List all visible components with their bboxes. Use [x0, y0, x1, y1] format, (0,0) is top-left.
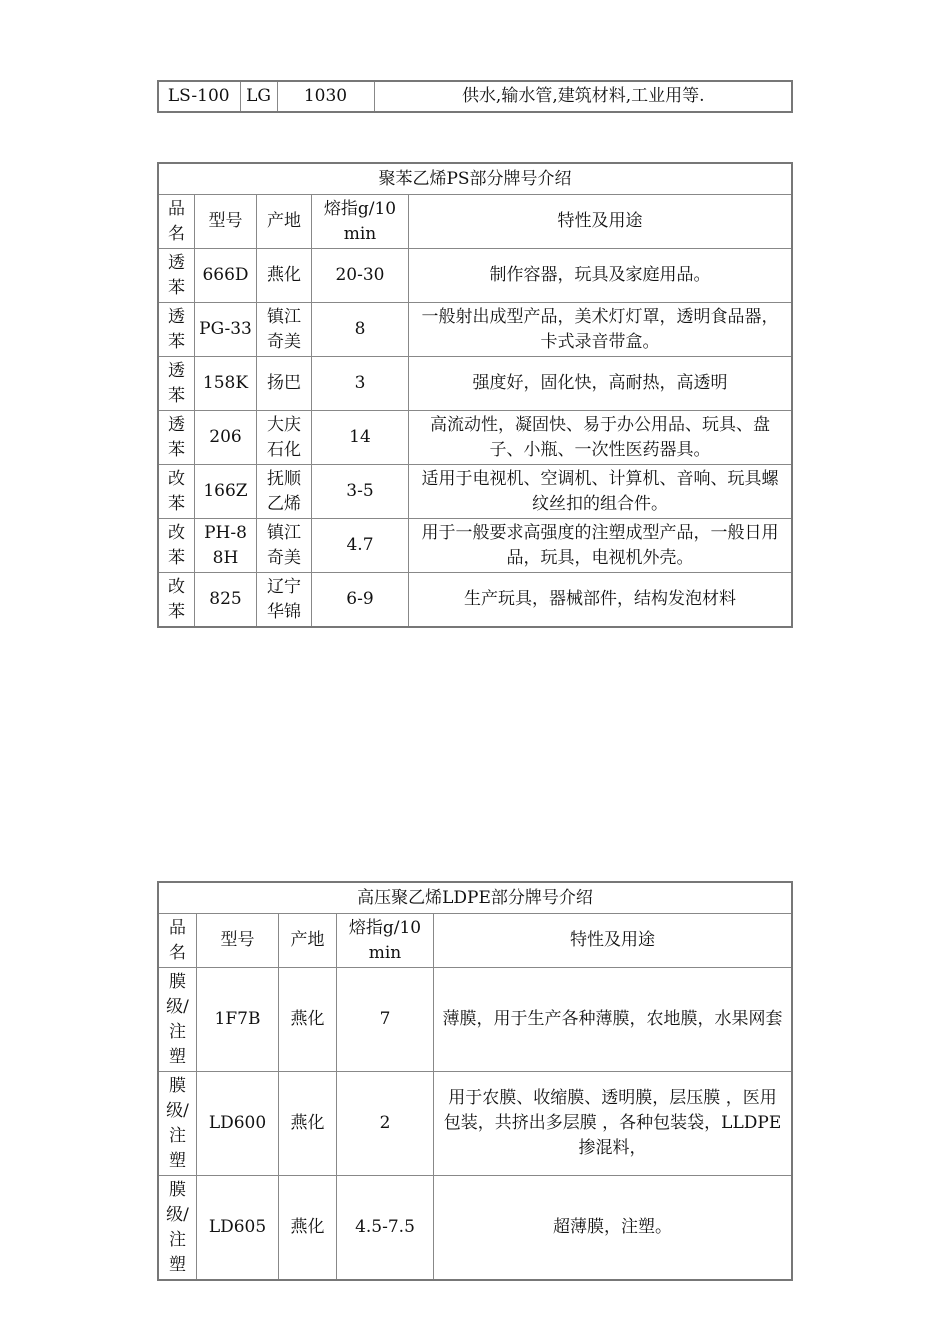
- name-cell: 膜级/注塑: [159, 968, 197, 1072]
- name-cell: 透苯: [159, 249, 195, 303]
- table-row: [159, 1072, 792, 1176]
- grade-cell: LS-100: [158, 82, 240, 112]
- origin-cell: 燕化: [257, 249, 312, 303]
- header-melt-index: 熔指g/10min: [312, 195, 409, 249]
- table-title: 聚苯乙烯PS部分牌号介绍: [159, 164, 792, 195]
- melt-index-cell: 4.5-7.5: [337, 1176, 434, 1280]
- name-cell: 透苯: [159, 303, 195, 357]
- name-cell: 膜级/注塑: [159, 1072, 197, 1176]
- header-row: [159, 195, 792, 249]
- header-usage: 特性及用途: [434, 914, 792, 968]
- grade-cell: 158K: [195, 357, 257, 411]
- table-row: [159, 303, 792, 357]
- melt-index-cell: 20-30: [312, 249, 409, 303]
- grade-cell: PG-33: [195, 303, 257, 357]
- table-row: [159, 411, 792, 465]
- name-cell: 改苯: [159, 519, 195, 573]
- header-melt-index: 熔指g/10min: [337, 914, 434, 968]
- origin-cell: 抚顺乙烯: [257, 465, 312, 519]
- origin-cell: 镇江奇美: [257, 303, 312, 357]
- header-name: 品名: [159, 914, 197, 968]
- origin-cell: 镇江奇美: [257, 519, 312, 573]
- name-cell: 改苯: [159, 465, 195, 519]
- usage-cell: 超薄膜，注塑。: [434, 1176, 792, 1280]
- grade-cell: PH-88H: [195, 519, 257, 573]
- table-title: 高压聚乙烯LDPE部分牌号介绍: [159, 883, 792, 914]
- header-origin: 产地: [257, 195, 312, 249]
- name-cell: 改苯: [159, 573, 195, 627]
- usage-cell: 强度好，固化快，高耐热，高透明: [409, 357, 792, 411]
- grade-cell: LD600: [197, 1072, 279, 1176]
- grade-cell: 666D: [195, 249, 257, 303]
- ps-grades-table: [158, 163, 792, 627]
- melt-index-cell: 8: [312, 303, 409, 357]
- grade-cell: 1F7B: [197, 968, 279, 1072]
- usage-cell: 薄膜，用于生产各种薄膜，农地膜，水果网套: [434, 968, 792, 1072]
- origin-cell: 辽宁华锦: [257, 573, 312, 627]
- table-row: [158, 82, 792, 112]
- melt-index-cell: 4.7: [312, 519, 409, 573]
- usage-cell: 供水,输水管,建筑材料,工业用等.: [374, 82, 792, 112]
- usage-cell: 一般射出成型产品，美术灯灯罩，透明食品器，卡式录音带盒。: [409, 303, 792, 357]
- header-row: [159, 914, 792, 968]
- header-grade: 型号: [195, 195, 257, 249]
- table-row: [159, 357, 792, 411]
- usage-cell: 生产玩具，器械部件，结构发泡材料: [409, 573, 792, 627]
- table-row: [159, 465, 792, 519]
- name-cell: 透苯: [159, 411, 195, 465]
- name-cell: 透苯: [159, 357, 195, 411]
- header-name: 品名: [159, 195, 195, 249]
- top-partial-table: [158, 81, 792, 112]
- header-usage: 特性及用途: [409, 195, 792, 249]
- table-row: [159, 573, 792, 627]
- melt-index-cell: 6-9: [312, 573, 409, 627]
- usage-cell: 适用于电视机、空调机、计算机、音响、玩具螺纹丝扣的组合件。: [409, 465, 792, 519]
- origin-cell: LG: [240, 82, 277, 112]
- header-grade: 型号: [197, 914, 279, 968]
- name-cell: 膜级/注塑: [159, 1176, 197, 1280]
- usage-cell: 用于一般要求高强度的注塑成型产品，一般日用品，玩具，电视机外壳。: [409, 519, 792, 573]
- grade-cell: 825: [195, 573, 257, 627]
- table-row: [159, 1176, 792, 1280]
- origin-cell: 燕化: [279, 968, 337, 1072]
- melt-index-cell: 2: [337, 1072, 434, 1176]
- origin-cell: 大庆石化: [257, 411, 312, 465]
- origin-cell: 燕化: [279, 1072, 337, 1176]
- table-row: [159, 519, 792, 573]
- melt-index-cell: 3-5: [312, 465, 409, 519]
- table-row: [159, 249, 792, 303]
- usage-cell: 高流动性，凝固快、易于办公用品、玩具、盘子、小瓶、一次性医药器具。: [409, 411, 792, 465]
- grade-cell: 206: [195, 411, 257, 465]
- melt-index-cell: 14: [312, 411, 409, 465]
- grade-cell: LD605: [197, 1176, 279, 1280]
- melt-index-cell: 7: [337, 968, 434, 1072]
- header-origin: 产地: [279, 914, 337, 968]
- origin-cell: 燕化: [279, 1176, 337, 1280]
- table-row: [159, 968, 792, 1072]
- usage-cell: 制作容器，玩具及家庭用品。: [409, 249, 792, 303]
- usage-cell: 用于农膜、收缩膜、透明膜，层压膜 ，医用包装，共挤出多层膜 ，各种包装袋，LLDPE 掺混料，: [434, 1072, 792, 1176]
- grade-cell: 166Z: [195, 465, 257, 519]
- melt-index-cell: 1030: [277, 82, 374, 112]
- origin-cell: 扬巴: [257, 357, 312, 411]
- melt-index-cell: 3: [312, 357, 409, 411]
- ldpe-grades-table: [158, 882, 792, 1280]
